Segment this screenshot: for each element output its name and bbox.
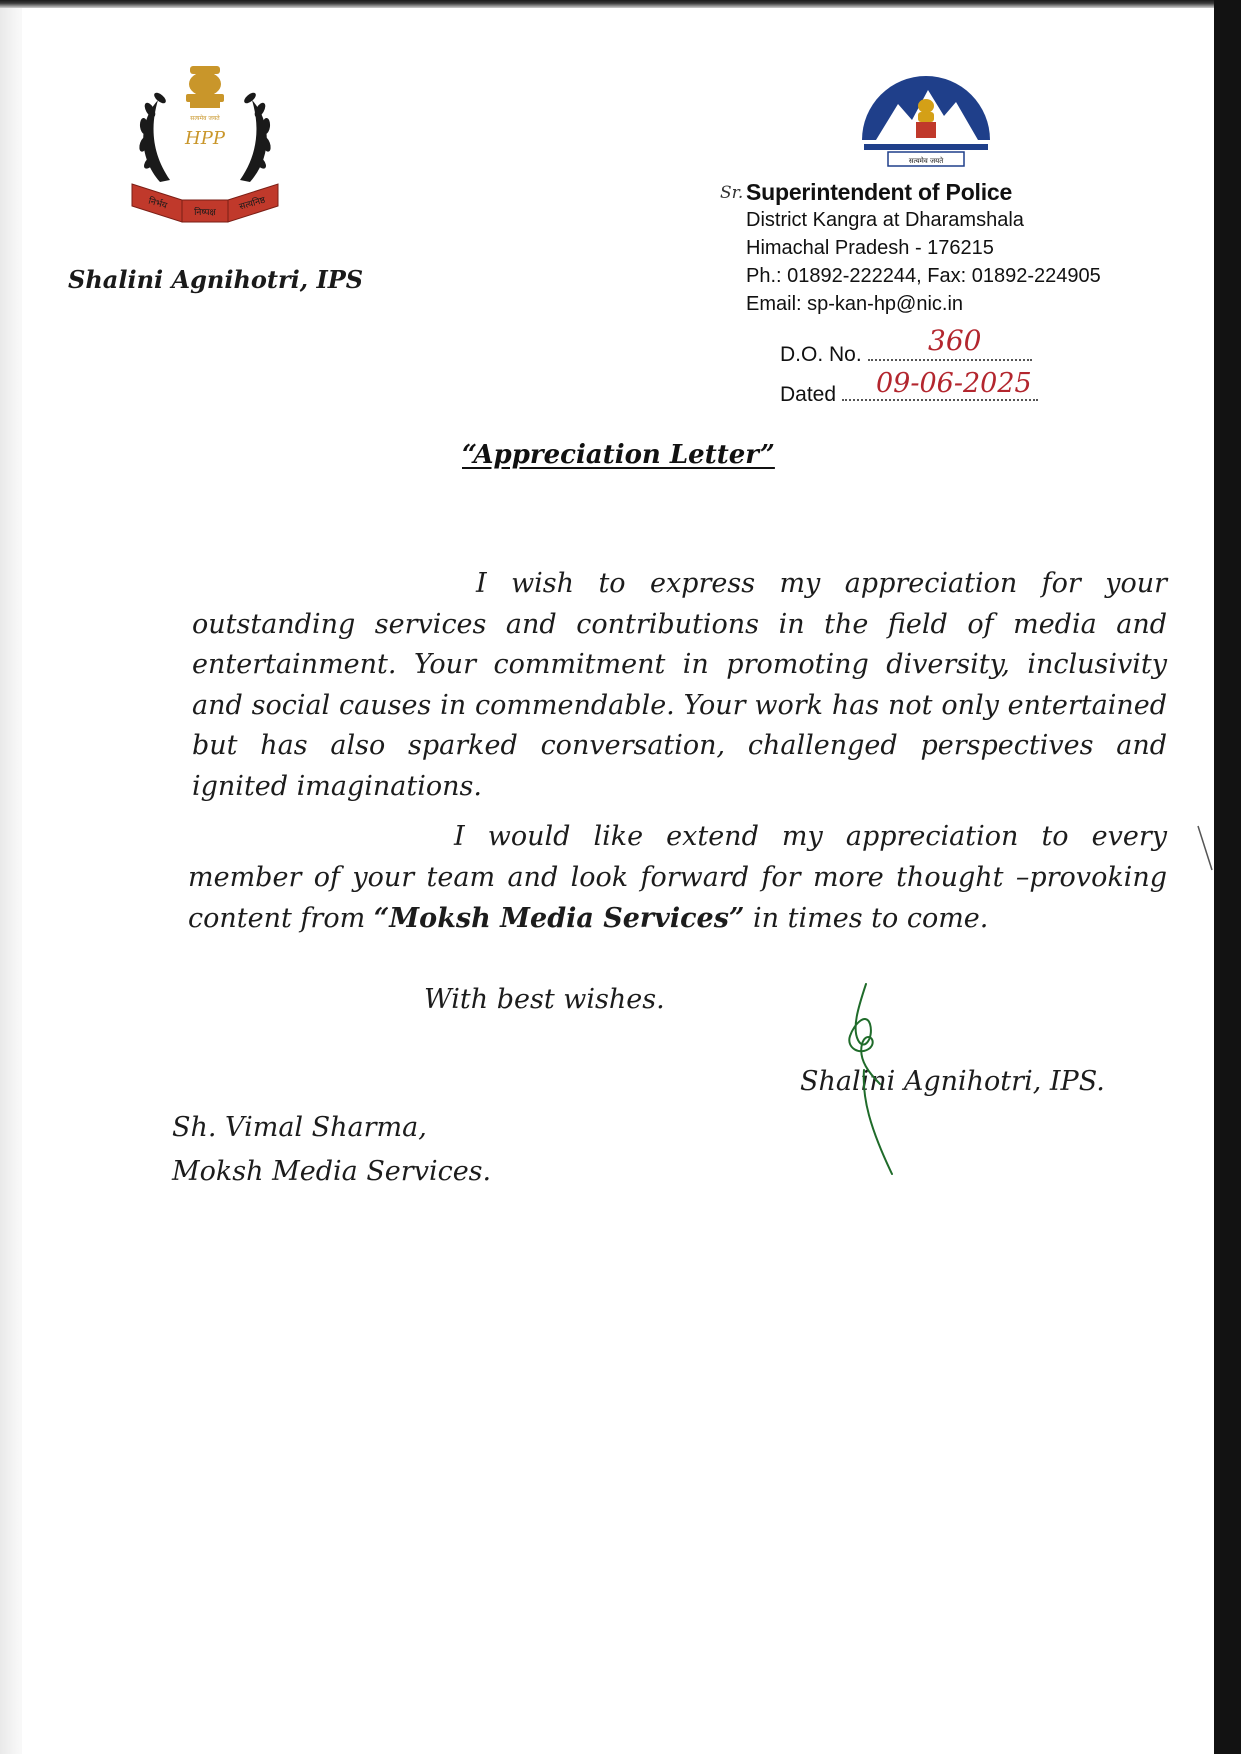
scan-right-edge [1214, 0, 1241, 1754]
himachal-emblem [858, 64, 994, 170]
signatory-name: Shalini Agnihotri, IPS. [800, 1066, 1105, 1097]
handwritten-signature [840, 978, 920, 1188]
svg-text:सत्यमेव जयते: सत्यमेव जयते [190, 115, 220, 122]
emblem-motto: सत्यमेव जयते [908, 157, 944, 165]
dated-value: 09-06-2025 [876, 368, 1032, 399]
company-name: “Moksh Media Services” [373, 903, 745, 934]
margin-pen-mark [1196, 824, 1216, 874]
handwritten-prefix: Sr. [720, 183, 744, 203]
recipient-name: Sh. Vimal Sharma, [172, 1112, 427, 1143]
svg-text:HPP: HPP [185, 128, 225, 149]
recipient-organization: Moksh Media Services. [172, 1156, 492, 1187]
address-line: Himachal Pradesh - 176215 [746, 237, 994, 259]
svg-text:सत्यनिष्ठ: सत्यनिष्ठ [238, 195, 267, 213]
letterhead-name: Shalini Agnihotri, IPS [68, 265, 364, 294]
svg-text:निर्भय: निर्भय [147, 196, 169, 212]
do-number-row [780, 339, 1032, 367]
svg-text:निष्पक्ष: निष्पक्ष [194, 208, 216, 218]
letter-paragraph-1: I wish to express my appreciation for your outstanding services and contributions in the field of media and entertainment. Your commitment in promoting diversity, inclusivity and social causes in commendable. Your work has not only entertained but has also sparked conversation, challenged perspectives and ignited imaginations. [192, 568, 1167, 802]
scan-top-edge [0, 0, 1241, 8]
office-address-block [720, 178, 1101, 318]
do-number-value: 360 [928, 324, 982, 357]
letter-title: “Appreciation Letter” [462, 440, 775, 470]
office-title: Superintendent of Police [746, 179, 1013, 205]
hpp-police-logo [130, 62, 280, 242]
closing-line: With best wishes. [424, 984, 665, 1015]
paragraph-2-ending: in times to come. [744, 903, 989, 934]
do-number-label: D.O. No. [780, 343, 862, 366]
address-line: District Kangra at Dharamshala [746, 209, 1024, 231]
letter-paragraph-2 [188, 816, 1167, 939]
paragraph-2-text: I would like extend my appreciation to every member of your team and look forward for more thought –provoking content from [188, 821, 1167, 934]
contact-phone: Ph.: 01892-222244, Fax: 01892-224905 [746, 265, 1101, 287]
dated-label: Dated [780, 383, 837, 406]
contact-email: Email: sp-kan-hp@nic.in [746, 293, 964, 315]
